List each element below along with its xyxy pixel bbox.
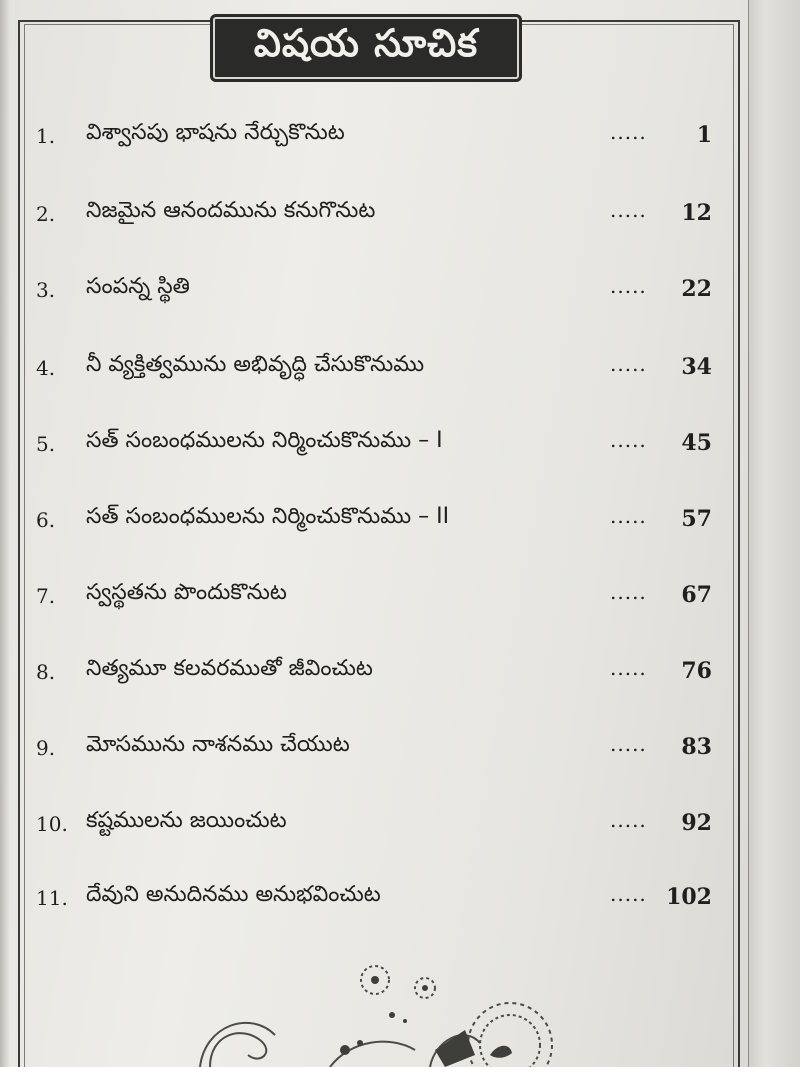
toc-entry-title: దేవుని అనుదినము అనుభవించుట xyxy=(86,882,381,907)
toc-entry-page: 34 xyxy=(681,354,712,380)
toc-entry-leader: ..... xyxy=(610,882,647,906)
toc-entry-number: 3. xyxy=(36,278,56,302)
toc-entry-leader: ..... xyxy=(610,580,647,604)
toc-entry-number: 11. xyxy=(36,886,68,910)
toc-entry xyxy=(0,196,800,236)
toc-entry xyxy=(0,272,800,312)
toc-entry-title: నిత్యమూ కలవరముతో జీవించుట xyxy=(86,656,373,681)
toc-entry-number: 10. xyxy=(36,812,68,836)
toc-entry xyxy=(0,350,800,390)
toc-entry-leader: ..... xyxy=(610,274,647,298)
toc-entry-leader: ..... xyxy=(610,428,647,452)
toc-entry-number: 6. xyxy=(36,508,56,532)
toc-entry xyxy=(0,806,800,846)
toc-entry-title: సత్ సంబంధములను నిర్మించుకొనుము – II xyxy=(86,504,450,529)
toc-entry xyxy=(0,730,800,770)
toc-entry-page: 12 xyxy=(681,200,712,226)
toc-entry xyxy=(0,578,800,618)
toc-entry-page: 102 xyxy=(666,884,712,910)
toc-entry-page: 22 xyxy=(681,276,712,302)
toc-entry-title: సంపన్న స్థితి xyxy=(86,274,190,299)
toc-entry xyxy=(0,118,800,158)
toc-entry-number: 7. xyxy=(36,584,56,608)
toc-entry-number: 9. xyxy=(36,736,56,760)
toc-entry-title: కష్టములను జయించుట xyxy=(86,808,287,833)
toc-entry-title: నిజమైన ఆనందమును కనుగొనుట xyxy=(86,198,376,223)
toc-entry-page: 76 xyxy=(681,658,712,684)
title-banner xyxy=(210,14,522,82)
toc-entry-page: 83 xyxy=(681,734,712,760)
toc-entry-title: విశ్వాసపు భాషను నేర్చుకొనుట xyxy=(86,120,345,145)
toc-entry-page: 1 xyxy=(696,122,712,148)
toc-entry-leader: ..... xyxy=(610,656,647,680)
toc-entry-page: 92 xyxy=(681,810,712,836)
page-title: విషయ సూచిక xyxy=(253,21,479,65)
toc-entry-page: 45 xyxy=(681,430,712,456)
toc-entry-leader: ..... xyxy=(610,808,647,832)
toc-entry-leader: ..... xyxy=(610,120,647,144)
toc-entry-title: మోసమును నాశనము చేయుట xyxy=(86,732,350,757)
toc-entry-leader: ..... xyxy=(610,504,647,528)
toc-entry-number: 4. xyxy=(36,356,56,380)
toc-entry xyxy=(0,502,800,542)
toc-entry-leader: ..... xyxy=(610,352,647,376)
toc-entry-title: స్వస్థతను పొందుకొనుట xyxy=(86,580,287,605)
toc-entry-number: 5. xyxy=(36,432,56,456)
toc-entry-number: 2. xyxy=(36,202,56,226)
toc-entry-title: సత్ సంబంధములను నిర్మించుకొనుము – I xyxy=(86,428,443,453)
toc-entry-page: 57 xyxy=(681,506,712,532)
toc-entry-number: 8. xyxy=(36,660,56,684)
toc-entry-leader: ..... xyxy=(610,732,647,756)
toc-entry-title: నీ వ్యక్తిత్వమును అభివృద్ధి చేసుకొనుము xyxy=(86,352,425,377)
toc-entry xyxy=(0,426,800,466)
toc-entry xyxy=(0,654,800,694)
toc-entry-page: 67 xyxy=(681,582,712,608)
floral-ornament xyxy=(180,955,580,1067)
toc-entry-number: 1. xyxy=(36,124,56,148)
toc-entry-leader: ..... xyxy=(610,198,647,222)
toc-entry xyxy=(0,880,800,920)
